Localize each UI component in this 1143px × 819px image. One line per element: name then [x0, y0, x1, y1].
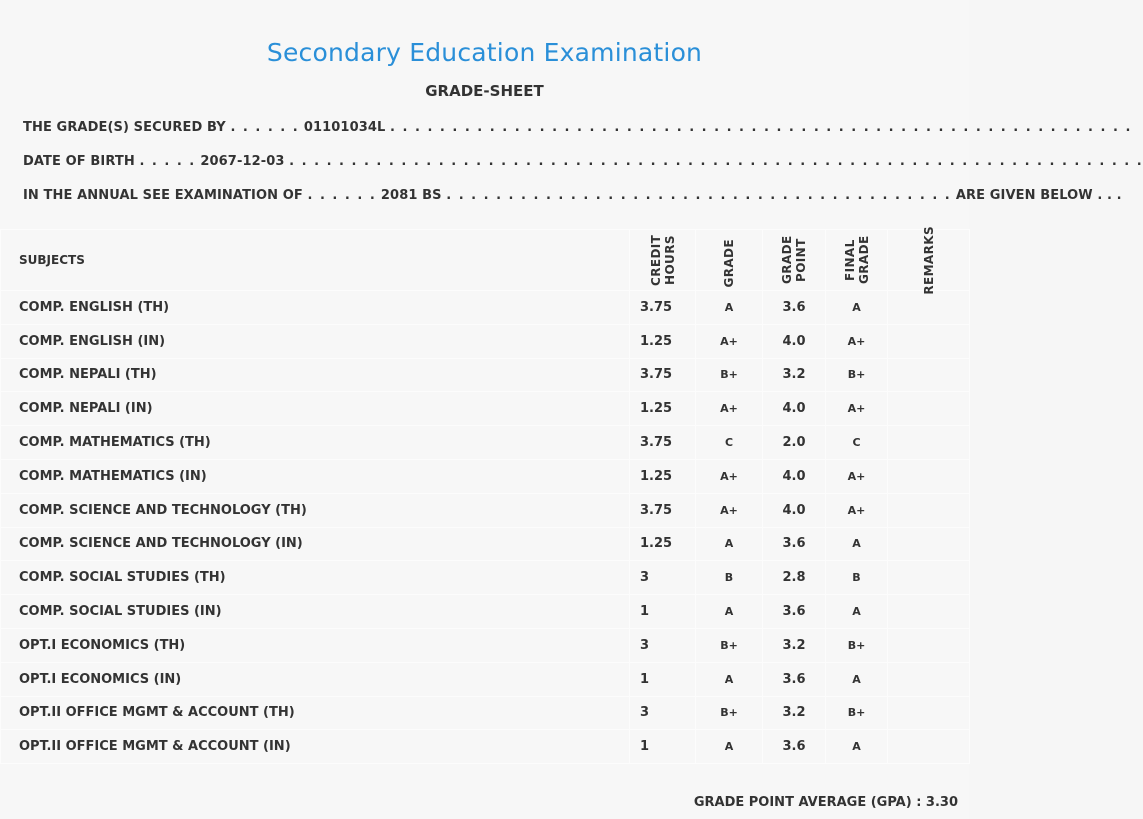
grade-cell: A+ [696, 324, 763, 358]
final-grade-cell: A [826, 291, 888, 325]
remarks-cell [888, 730, 970, 764]
final-grade-cell: B+ [826, 696, 888, 730]
grade-cell: A [696, 291, 763, 325]
info-dots: . . . . . . . . . . . . . . . . . . . . . . . . . . . . . . . . . . . . . . . . . . . . . . . . . . . . . . . . . . . . [390, 120, 1132, 135]
final-grade-cell: A+ [826, 324, 888, 358]
info-label-exam: IN THE ANNUAL SEE EXAMINATION OF [23, 188, 303, 203]
subject-cell: COMP. NEPALI (IN) [1, 392, 630, 426]
subject-cell: COMP. SCIENCE AND TECHNOLOGY (TH) [1, 493, 630, 527]
grade-point-cell: 3.6 [763, 291, 826, 325]
subject-cell: COMP. MATHEMATICS (IN) [1, 459, 630, 493]
header-final-grade-label: FINAL GRADE [842, 235, 871, 285]
credit-hours-cell: 1.25 [630, 527, 696, 561]
header-grade-point [763, 230, 826, 291]
exam-year-value: 2081 BS [380, 188, 442, 203]
grade-point-cell: 3.6 [763, 595, 826, 629]
subject-cell: COMP. SOCIAL STUDIES (TH) [1, 561, 630, 595]
subject-cell: OPT.II OFFICE MGMT & ACCOUNT (IN) [1, 730, 630, 764]
grade-point-cell: 4.0 [763, 459, 826, 493]
info-dots: . . . . . . [307, 188, 377, 203]
remarks-cell [888, 527, 970, 561]
grade-point-cell: 4.0 [763, 392, 826, 426]
grade-cell: C [696, 426, 763, 460]
symbol-number-value: 01101034L [303, 120, 386, 135]
credit-hours-cell: 3 [630, 628, 696, 662]
table-row [1, 561, 970, 595]
remarks-cell [888, 324, 970, 358]
info-label-dob: DATE OF BIRTH [23, 154, 135, 169]
remarks-cell [888, 358, 970, 392]
credit-hours-cell: 3.75 [630, 426, 696, 460]
grade-point-cell: 4.0 [763, 493, 826, 527]
final-grade-cell: A [826, 527, 888, 561]
grade-point-cell: 3.2 [763, 358, 826, 392]
remarks-cell [888, 459, 970, 493]
grade-point-cell: 3.6 [763, 730, 826, 764]
final-grade-cell: A [826, 662, 888, 696]
credit-hours-cell: 3.75 [630, 358, 696, 392]
credit-hours-cell: 1.25 [630, 459, 696, 493]
remarks-cell [888, 561, 970, 595]
info-label-secured-by: THE GRADE(S) SECURED BY [23, 120, 226, 135]
table-header-row [1, 230, 970, 291]
final-grade-cell: A+ [826, 493, 888, 527]
header-remarks [888, 225, 970, 295]
subject-cell: OPT.I ECONOMICS (IN) [1, 662, 630, 696]
remarks-cell [888, 426, 970, 460]
final-grade-cell: B+ [826, 628, 888, 662]
info-dots: . . . . . . [230, 120, 300, 135]
grade-cell: A [696, 595, 763, 629]
table-row [1, 662, 970, 696]
subject-cell: COMP. MATHEMATICS (TH) [1, 426, 630, 460]
final-grade-cell: A+ [826, 459, 888, 493]
grade-cell: A [696, 662, 763, 696]
credit-hours-cell: 3.75 [630, 291, 696, 325]
header-grade [696, 230, 763, 291]
grade-cell: A [696, 730, 763, 764]
subject-cell: COMP. ENGLISH (TH) [1, 291, 630, 325]
grade-point-cell: 3.6 [763, 662, 826, 696]
table-row [1, 426, 970, 460]
subject-cell: COMP. ENGLISH (IN) [1, 324, 630, 358]
grade-point-cell: 3.2 [763, 628, 826, 662]
table-row [1, 358, 970, 392]
info-dots: . . . . . . . . . . . . . . . . . . . . . . . . . . . . . . . . . . . . . . . . . . . . . . . . . . . . . . . . . . . . . . . . . . . . . [289, 154, 1143, 169]
grade-cell: A+ [696, 392, 763, 426]
table-row [1, 324, 970, 358]
subject-cell: OPT.II OFFICE MGMT & ACCOUNT (TH) [1, 696, 630, 730]
credit-hours-cell: 3 [630, 696, 696, 730]
grade-point-cell: 4.0 [763, 324, 826, 358]
info-dots: . . . . . . . . . . . . . . . . . . . . . . . . . . . . . . . . . . . . . . . . . [446, 188, 952, 203]
credit-hours-cell: 3.75 [630, 493, 696, 527]
grade-cell: A+ [696, 493, 763, 527]
grade-point-cell: 2.8 [763, 561, 826, 595]
header-grade-point-label: GRADE POINT [780, 235, 808, 285]
remarks-cell [888, 628, 970, 662]
table-row [1, 595, 970, 629]
final-grade-cell: B [826, 561, 888, 595]
grade-cell: A+ [696, 459, 763, 493]
header-final-grade [826, 230, 888, 291]
gpa-summary: GRADE POINT AVERAGE (GPA) : 3.30 [693, 795, 958, 810]
remarks-cell [888, 595, 970, 629]
credit-hours-cell: 1 [630, 595, 696, 629]
table-row [1, 628, 970, 662]
grade-cell: A [696, 527, 763, 561]
remarks-cell [888, 493, 970, 527]
info-tail-given-below: ARE GIVEN BELOW . . . [955, 188, 1122, 203]
remarks-cell [888, 696, 970, 730]
grade-point-cell: 3.2 [763, 696, 826, 730]
page-title: Secondary Education Examination [266, 38, 703, 67]
grades-table [0, 225, 970, 764]
grade-point-cell: 2.0 [763, 426, 826, 460]
table-row [1, 696, 970, 730]
remarks-cell [888, 662, 970, 696]
subject-cell: COMP. NEPALI (TH) [1, 358, 630, 392]
remarks-cell [888, 392, 970, 426]
header-credit-hours-label: CREDIT HOURS [648, 234, 677, 286]
header-remarks-label: REMARKS [921, 225, 936, 295]
header-credit-hours [630, 230, 696, 291]
grade-cell: B+ [696, 696, 763, 730]
table-row [1, 392, 970, 426]
credit-hours-cell: 3 [630, 561, 696, 595]
table-row [1, 730, 970, 764]
table-row [1, 493, 970, 527]
info-line-exam-year [23, 188, 1122, 203]
info-line-symbol-number [23, 120, 1132, 135]
credit-hours-cell: 1.25 [630, 392, 696, 426]
subject-cell: COMP. SCIENCE AND TECHNOLOGY (IN) [1, 527, 630, 561]
grade-cell: B [696, 561, 763, 595]
info-line-date-of-birth [23, 154, 1143, 169]
subject-cell: OPT.I ECONOMICS (TH) [1, 628, 630, 662]
final-grade-cell: A+ [826, 392, 888, 426]
header-subjects: SUBJECTS [1, 230, 630, 291]
grade-point-cell: 3.6 [763, 527, 826, 561]
final-grade-cell: A [826, 595, 888, 629]
remarks-cell [888, 291, 970, 325]
header-grade-label: GRADE [722, 239, 736, 288]
grade-cell: B+ [696, 628, 763, 662]
credit-hours-cell: 1 [630, 662, 696, 696]
table-row [1, 291, 970, 325]
final-grade-cell: B+ [826, 358, 888, 392]
table-row [1, 527, 970, 561]
subject-cell: COMP. SOCIAL STUDIES (IN) [1, 595, 630, 629]
credit-hours-cell: 1.25 [630, 324, 696, 358]
info-dots: . . . . . [139, 154, 196, 169]
table-row [1, 459, 970, 493]
final-grade-cell: A [826, 730, 888, 764]
final-grade-cell: C [826, 426, 888, 460]
page-subtitle: GRADE-SHEET [425, 82, 544, 100]
dob-value: 2067-12-03 [200, 154, 285, 169]
credit-hours-cell: 1 [630, 730, 696, 764]
grade-cell: B+ [696, 358, 763, 392]
